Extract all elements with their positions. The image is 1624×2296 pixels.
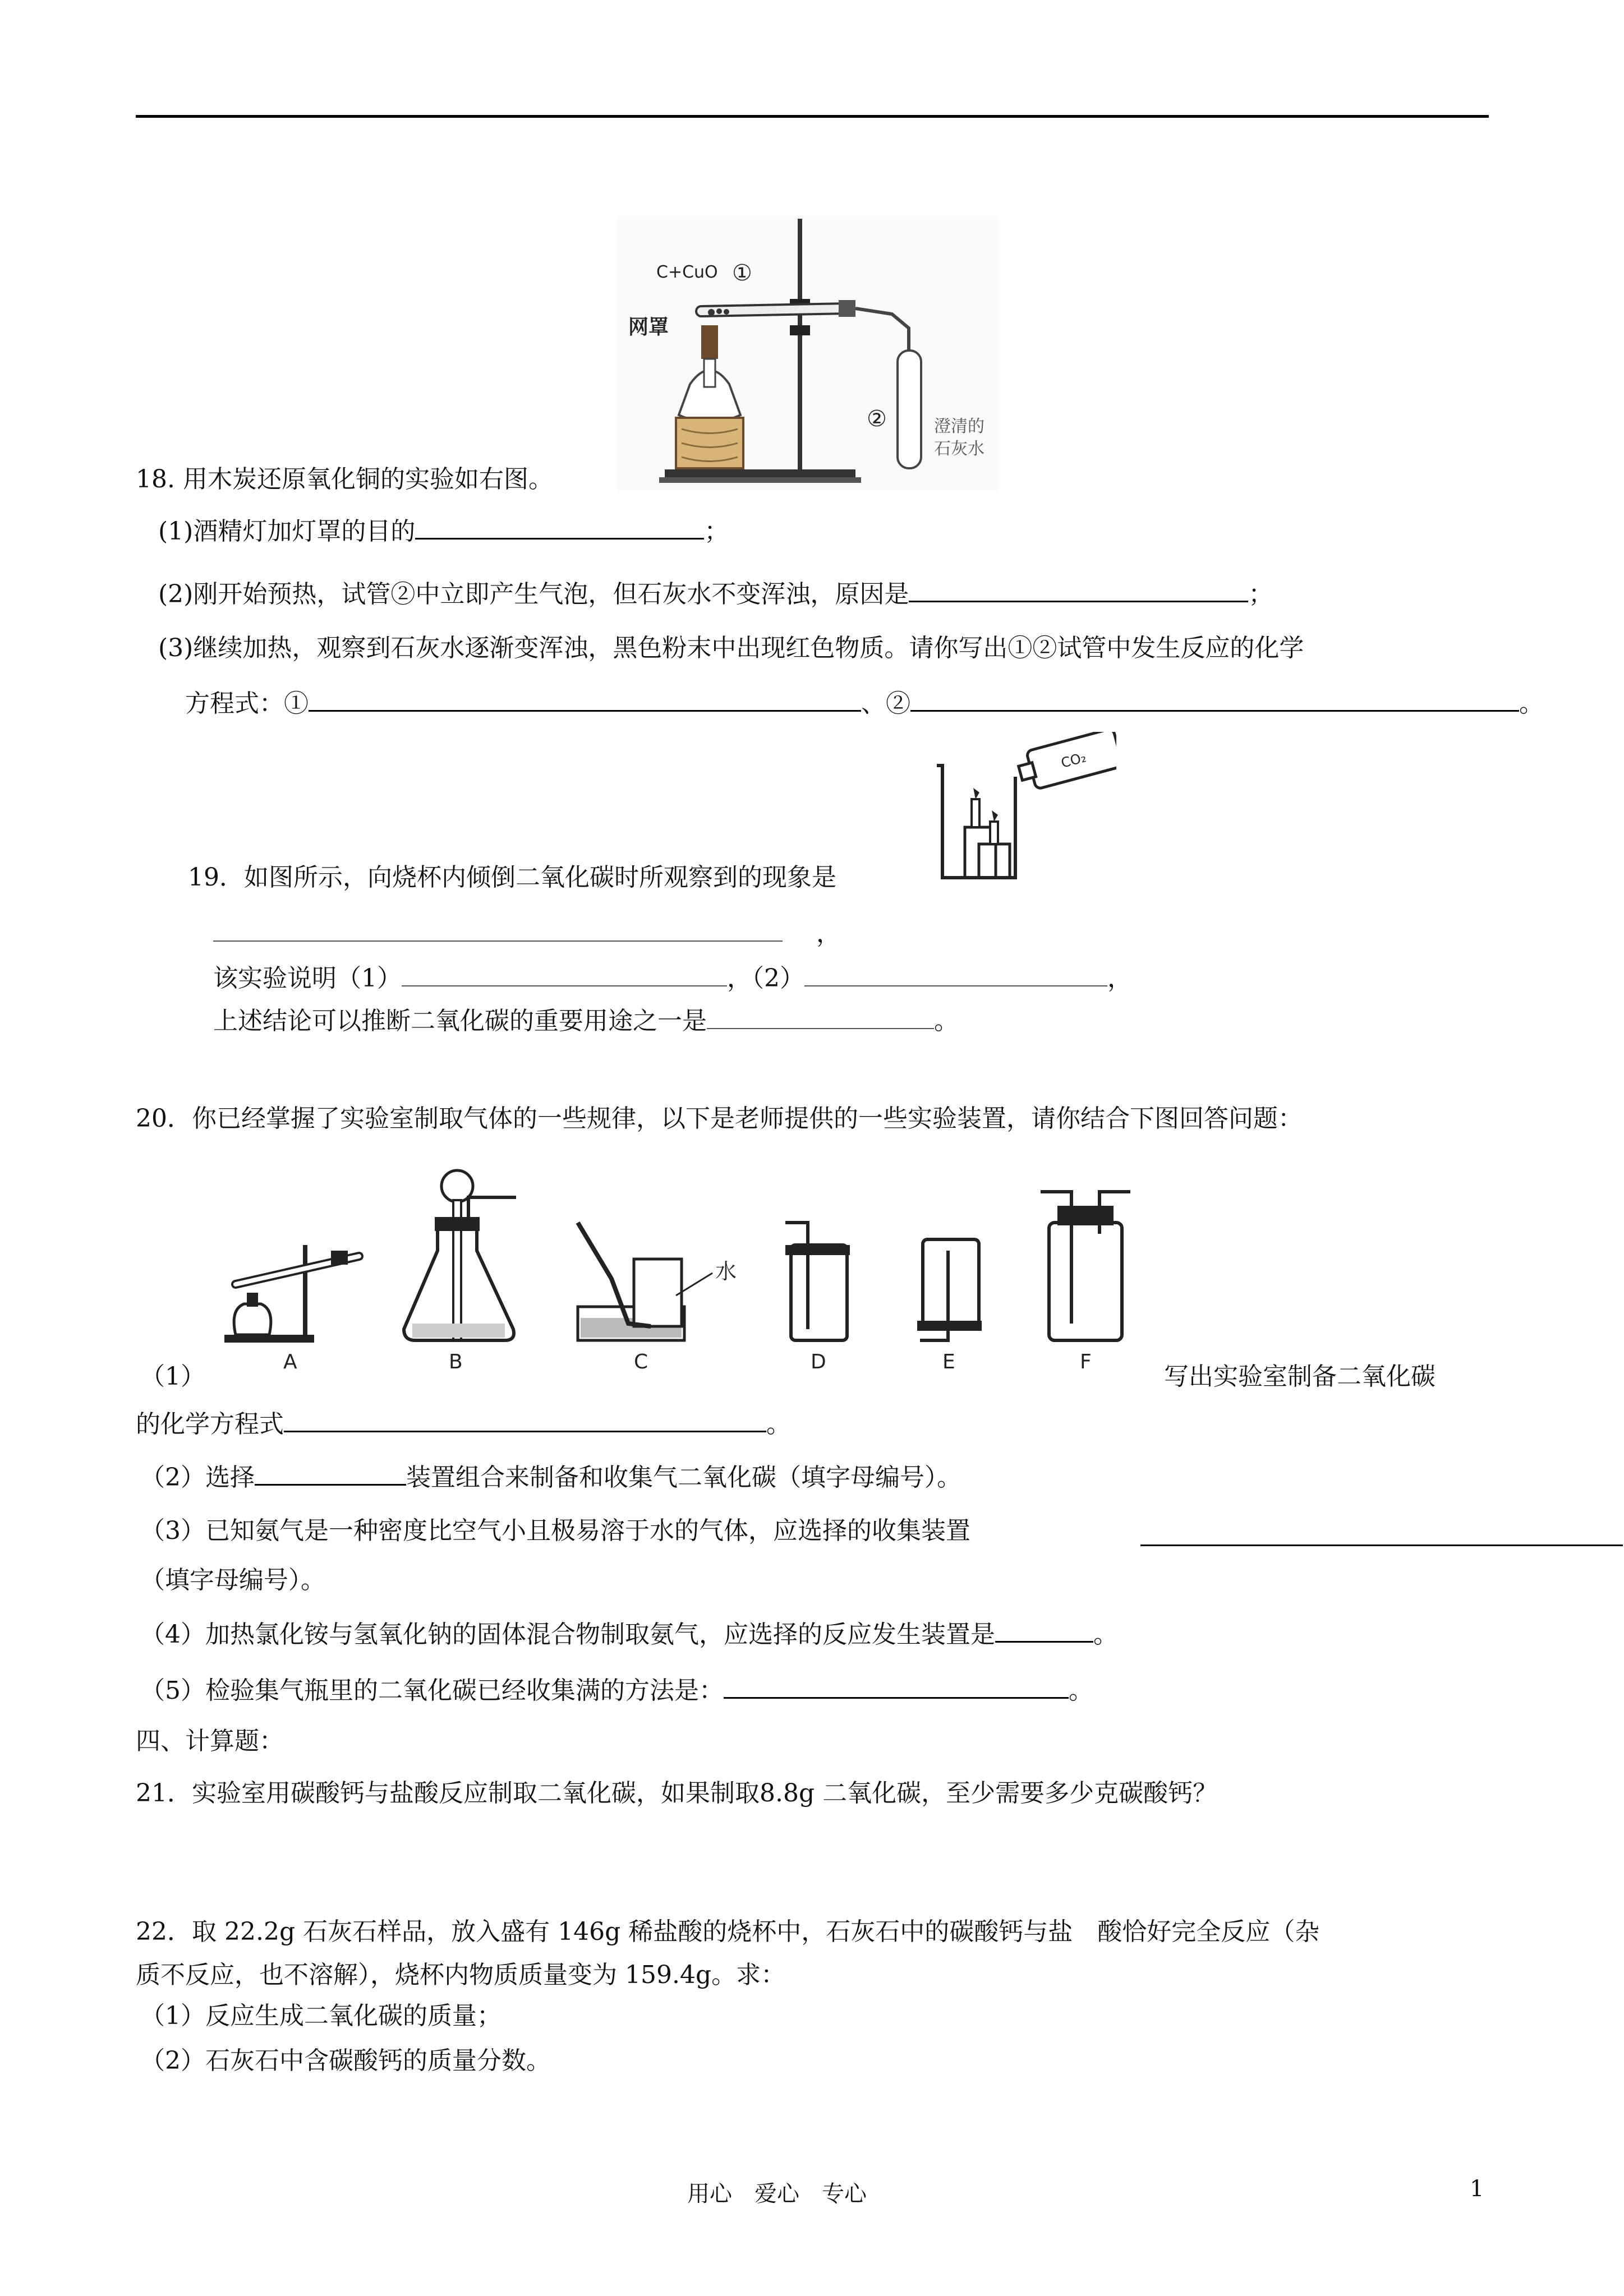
q19-line3 xyxy=(213,1004,959,1038)
beaker-co2-figure xyxy=(931,732,1116,889)
q19-stem: 19．如图所示，向烧杯内倾倒二氧化碳时所观察到的现象是 xyxy=(188,863,836,892)
section4-title: 四、计算题： xyxy=(136,1727,284,1755)
footer-motto: 用心 爱心 专心 xyxy=(687,2181,867,2207)
q20-part5 xyxy=(140,1674,1093,1708)
label-c: C xyxy=(634,1350,648,1373)
q20-part4-end: 。 xyxy=(1093,1620,1118,1649)
q20-part3: （3）已知氨气是一种密度比空气小且极易溶于水的气体，应选择的收集装置 xyxy=(140,1516,970,1545)
q18-answer-blank-2[interactable] xyxy=(909,578,1248,602)
q22-part1: （1）反应生成二氧化碳的质量； xyxy=(140,2002,502,2030)
apparatus-b xyxy=(404,1170,516,1373)
q20-part4-text: （4）加热氯化铵与氢氧化钠的固体混合物制取氨气，应选择的反应发生装置是 xyxy=(140,1620,995,1649)
q20-blank-equation[interactable] xyxy=(284,1408,766,1432)
label-tube2: ② xyxy=(867,406,887,432)
q20-part2-a: （2）选择 xyxy=(140,1463,255,1492)
q18-eq-start: 方程式：① xyxy=(185,689,309,718)
q22-part2: （2）石灰石中含碳酸钙的质量分数。 xyxy=(140,2046,551,2075)
apparatus-f xyxy=(1041,1192,1130,1373)
q18-part2-end: ； xyxy=(1248,580,1273,608)
page-number: 1 xyxy=(1470,2176,1484,2202)
q20-blank-generator[interactable] xyxy=(995,1619,1093,1643)
q18-part1 xyxy=(158,515,729,548)
q20-part2-b: 装置组合来制备和收集气二氧化碳（填字母编号）。 xyxy=(406,1463,961,1492)
q20-part5-text: （5）检验集气瓶里的二氧化碳已经收集满的方法是： xyxy=(140,1676,724,1705)
label-a: A xyxy=(283,1350,297,1373)
q18-eq-mid: 、② xyxy=(861,689,910,718)
q18-eq-end: 。 xyxy=(1519,689,1544,718)
q20-blank-method[interactable] xyxy=(724,1675,1069,1699)
label-water: 水 xyxy=(715,1259,737,1284)
label-limewater-1: 澄清的 xyxy=(934,417,984,436)
q20-blank-combination[interactable] xyxy=(255,1461,406,1486)
q19-line2 xyxy=(213,962,1132,995)
q20-part1-cont-text: 的化学方程式 xyxy=(136,1410,284,1439)
lab-apparatus-figure xyxy=(219,1167,1150,1380)
apparatus-c xyxy=(578,1223,737,1373)
q18-answer-blank-1[interactable] xyxy=(415,515,704,540)
q19-line2-a: 该实验说明（1） xyxy=(213,964,402,993)
label-e: E xyxy=(942,1350,955,1373)
q18-part2-text: (2)刚开始预热，试管②中立即产生气泡，但石灰水不变浑浊，原因是 xyxy=(158,580,909,608)
q19-line3-text: 上述结论可以推断二氧化碳的重要用途之一是 xyxy=(213,1007,707,1035)
q19-blank-phenomenon[interactable] xyxy=(213,918,783,942)
label-f: F xyxy=(1080,1350,1092,1373)
header-rule xyxy=(136,115,1489,118)
label-d: D xyxy=(811,1350,826,1373)
q20-stem: 20．你已经掌握了实验室制取气体的一些规律，以下是老师提供的一些实验装置，请你结合下图回答问题： xyxy=(136,1104,1303,1133)
q18-eq-blank-2[interactable] xyxy=(910,688,1519,712)
q19-line1 xyxy=(213,917,841,951)
q18-part2 xyxy=(158,578,1273,611)
q18-part1-text: (1)酒精灯加灯罩的目的 xyxy=(158,517,416,546)
label-reactants: C+CuO xyxy=(656,262,718,282)
label-shade: 网罩 xyxy=(628,316,669,339)
q20-part1-end: 。 xyxy=(766,1410,791,1439)
q18-part3: (3)继续加热，观察到石灰水逐渐变浑浊，黑色粉末中出现红色物质。请你写出①②试管中发生反应的化学 xyxy=(158,634,1304,662)
apparatus-a xyxy=(224,1245,359,1373)
q20-part4 xyxy=(140,1618,1118,1652)
q21-text: 21．实验室用碳酸钙与盐酸反应制取二氧化碳，如果制取8.8g 二氧化碳，至少需要多少克碳酸钙？ xyxy=(136,1779,1218,1808)
q19-line3-end: 。 xyxy=(934,1007,959,1035)
apparatus-d xyxy=(785,1223,850,1373)
q20-part1-right: 写出实验室制备二氧化碳 xyxy=(1164,1362,1436,1391)
q22-line1: 22．取 22.2g 石灰石样品，放入盛有 146g 稀盐酸的烧杯中，石灰石中的碳酸钙与盐 酸恰好完全反应（杂 xyxy=(136,1917,1320,1946)
bottle-label: CO₂ xyxy=(1059,749,1088,771)
q22-line2: 质不反应，也不溶解），烧杯内物质质量变为 159.4g。求： xyxy=(136,1961,786,1989)
q19-line2-end: ， xyxy=(1107,964,1132,993)
apparatus-figure-carbon-reduction xyxy=(611,216,1004,491)
q20-part1-label: （1） xyxy=(140,1362,205,1391)
q19-line2-b: ，（2） xyxy=(727,964,804,993)
q20-part5-end: 。 xyxy=(1069,1676,1093,1705)
q20-part1-cont xyxy=(136,1408,791,1441)
q18-stem: 18. 用木炭还原氧化铜的实验如右图。 xyxy=(136,465,553,494)
q19-blank-conclusion-2[interactable] xyxy=(804,963,1107,986)
q19-blank-use[interactable] xyxy=(707,1006,934,1029)
q18-part1-end: ； xyxy=(704,517,729,546)
q18-eq-blank-1[interactable] xyxy=(309,688,861,712)
label-limewater-2: 石灰水 xyxy=(934,439,984,459)
label-tube1: ① xyxy=(732,260,752,286)
q20-part3-cont: （填字母编号）。 xyxy=(140,1566,325,1594)
q19-blank-conclusion-1[interactable] xyxy=(402,963,727,986)
q20-blank-collection[interactable] xyxy=(1140,1522,1623,1546)
q20-part2 xyxy=(140,1461,961,1495)
apparatus-e xyxy=(917,1239,982,1373)
q18-part3-equations xyxy=(185,687,1544,721)
label-b: B xyxy=(449,1350,463,1373)
q19-line1-end: ， xyxy=(816,919,841,948)
